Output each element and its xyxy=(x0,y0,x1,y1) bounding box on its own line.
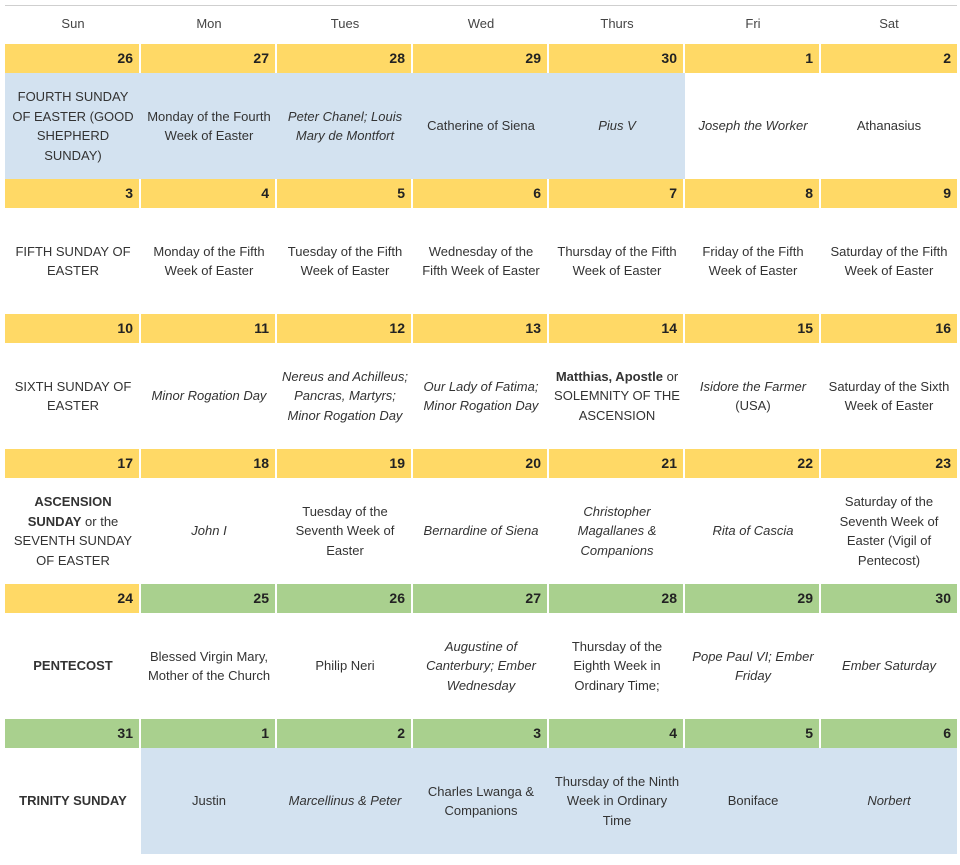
calendar-week-4 xyxy=(5,449,957,584)
feast-name: Rita of Cascia xyxy=(712,523,794,539)
day-number: 9 xyxy=(821,179,957,208)
day-cell[interactable] xyxy=(5,208,141,314)
day-number: 15 xyxy=(685,314,819,343)
feast-name: Saturday of the Seventh Week of Easter (Vigil of Pentecost) xyxy=(839,494,939,568)
feast-name: Philip Neri xyxy=(315,658,375,674)
feast-text xyxy=(424,521,539,541)
day-cell[interactable] xyxy=(685,208,821,314)
feast-name: or SOLEMNITY OF THE ASCENSION xyxy=(554,368,680,423)
day-number: 1 xyxy=(141,719,275,748)
day-cell[interactable] xyxy=(549,478,685,584)
day-cell[interactable] xyxy=(277,73,413,179)
feast-row xyxy=(5,478,957,584)
day-number: 28 xyxy=(277,44,411,73)
feast-name: Bernardine of Siena xyxy=(423,523,539,539)
feast-name: Athanasius xyxy=(856,118,922,134)
feast-text xyxy=(192,791,226,811)
feast-row xyxy=(5,613,957,719)
weekday-header-wed: Wed xyxy=(467,16,495,31)
feast-name: Justin xyxy=(192,793,226,809)
feast-row xyxy=(5,748,957,854)
day-number: 22 xyxy=(685,449,819,478)
feast-text xyxy=(9,492,137,570)
feast-name: ASCENSION SUNDAY xyxy=(27,494,112,529)
weekday-header-fri: Fri xyxy=(745,16,761,31)
date-number-row xyxy=(5,584,957,613)
feast-text xyxy=(553,502,681,561)
feast-text xyxy=(842,656,936,676)
day-number: 29 xyxy=(413,44,547,73)
feast-text xyxy=(689,377,817,416)
feast-name: Saturday of the Fifth Week of Easter xyxy=(830,243,948,278)
day-cell[interactable] xyxy=(277,478,413,584)
feast-text xyxy=(689,242,817,281)
day-cell[interactable] xyxy=(5,73,141,179)
feast-name: SIXTH SUNDAY OF EASTER xyxy=(14,378,132,413)
day-number: 24 xyxy=(5,584,139,613)
day-number: 2 xyxy=(821,44,957,73)
feast-name: Tuesday of the Fifth Week of Easter xyxy=(287,243,403,278)
day-cell[interactable] xyxy=(413,478,549,584)
day-cell[interactable] xyxy=(277,748,413,854)
weekday-header-row xyxy=(5,6,957,44)
day-cell[interactable] xyxy=(5,343,141,449)
feast-name: PENTECOST xyxy=(33,658,113,674)
feast-name: Thursday of the Fifth Week of Easter xyxy=(557,243,677,278)
day-number: 2 xyxy=(277,719,411,748)
feast-text xyxy=(281,367,409,426)
day-number: 8 xyxy=(685,179,819,208)
feast-name: Monday of the Fourth Week of Easter xyxy=(147,108,271,143)
feast-text xyxy=(825,492,953,570)
feast-name: Ember Saturday xyxy=(842,658,936,674)
day-number: 3 xyxy=(5,179,139,208)
day-cell[interactable] xyxy=(549,73,685,179)
day-cell[interactable] xyxy=(685,613,821,719)
feast-name: Our Lady of Fatima; Minor Rogation Day xyxy=(423,378,539,413)
day-cell[interactable] xyxy=(549,343,685,449)
day-cell[interactable] xyxy=(821,343,957,449)
feast-name: Matthias, Apostle xyxy=(555,368,663,384)
feast-name: FIFTH SUNDAY OF EASTER xyxy=(15,243,131,278)
day-cell[interactable] xyxy=(685,73,821,179)
feast-name: TRINITY SUNDAY xyxy=(19,793,127,809)
day-cell[interactable] xyxy=(141,208,277,314)
feast-name: Wednesday of the Fifth Week of Easter xyxy=(422,243,540,278)
weekday-header-sun: Sun xyxy=(61,16,85,31)
feast-text xyxy=(33,656,112,676)
day-cell[interactable] xyxy=(141,613,277,719)
day-number: 3 xyxy=(413,719,547,748)
feast-name: Tuesday of the Seventh Week of Easter xyxy=(295,503,395,558)
feast-text xyxy=(698,116,807,136)
feast-name: Boniface xyxy=(727,793,779,809)
date-number-row xyxy=(5,179,957,208)
day-cell[interactable] xyxy=(821,73,957,179)
day-number: 26 xyxy=(277,584,411,613)
day-cell[interactable] xyxy=(413,208,549,314)
day-cell[interactable] xyxy=(413,613,549,719)
calendar-week-6 xyxy=(5,719,957,854)
feast-text xyxy=(553,242,681,281)
day-cell[interactable] xyxy=(821,613,957,719)
day-number: 6 xyxy=(413,179,547,208)
feast-name: Joseph the Worker xyxy=(698,118,808,134)
feast-text xyxy=(553,367,681,426)
feast-text xyxy=(19,791,127,811)
weekday-header-tues: Tues xyxy=(330,16,360,31)
feast-name: Thursday of the Ninth Week in Ordinary Time xyxy=(554,773,680,828)
feast-text xyxy=(9,242,137,281)
day-number: 28 xyxy=(549,584,683,613)
day-cell[interactable] xyxy=(549,613,685,719)
feast-text xyxy=(145,647,273,686)
calendar-weeks xyxy=(5,44,957,854)
feast-row xyxy=(5,208,957,314)
feast-name: Friday of the Fifth Week of Easter xyxy=(702,243,804,278)
day-cell[interactable] xyxy=(277,208,413,314)
day-number: 31 xyxy=(5,719,139,748)
feast-text xyxy=(417,377,545,416)
feast-name: Pius V xyxy=(598,118,636,134)
feast-text xyxy=(689,647,817,686)
day-number: 14 xyxy=(549,314,683,343)
day-cell[interactable] xyxy=(549,208,685,314)
day-number: 20 xyxy=(413,449,547,478)
day-number: 6 xyxy=(821,719,957,748)
day-number: 7 xyxy=(549,179,683,208)
feast-text xyxy=(145,107,273,146)
feast-text xyxy=(553,637,681,696)
day-cell[interactable] xyxy=(277,613,413,719)
feast-name: (USA) xyxy=(735,398,771,413)
day-number: 23 xyxy=(821,449,957,478)
day-number: 1 xyxy=(685,44,819,73)
feast-text xyxy=(9,87,137,165)
day-number: 29 xyxy=(685,584,819,613)
feast-name: Blessed Virgin Mary, Mother of the Church xyxy=(147,648,271,683)
feast-name: Pope Paul VI; Ember Friday xyxy=(692,648,814,683)
feast-name: John I xyxy=(191,523,227,539)
feast-name: or the SEVENTH SUNDAY OF EASTER xyxy=(13,513,133,568)
feast-name: Minor Rogation Day xyxy=(151,388,267,404)
day-cell[interactable] xyxy=(821,748,957,854)
day-cell[interactable] xyxy=(141,748,277,854)
feast-name: Monday of the Fifth Week of Easter xyxy=(153,243,265,278)
day-number: 27 xyxy=(141,44,275,73)
day-number: 13 xyxy=(413,314,547,343)
day-cell[interactable] xyxy=(685,748,821,854)
feast-name: Norbert xyxy=(867,793,911,809)
day-number: 4 xyxy=(549,719,683,748)
feast-text xyxy=(713,521,794,541)
feast-text xyxy=(427,116,535,136)
feast-name: Thursday of the Eighth Week in Ordinary Time; xyxy=(571,638,663,693)
day-number: 5 xyxy=(277,179,411,208)
day-cell[interactable] xyxy=(821,208,957,314)
feast-text xyxy=(857,116,921,136)
feast-row xyxy=(5,343,957,449)
feast-text xyxy=(281,242,409,281)
day-number: 26 xyxy=(5,44,139,73)
day-cell[interactable] xyxy=(413,73,549,179)
date-number-row xyxy=(5,44,957,73)
feast-text xyxy=(281,107,409,146)
day-number: 25 xyxy=(141,584,275,613)
date-number-row xyxy=(5,314,957,343)
feast-name: Christopher Magallanes & Companions xyxy=(577,503,657,558)
day-cell[interactable] xyxy=(5,478,141,584)
day-number: 18 xyxy=(141,449,275,478)
feast-text xyxy=(598,116,636,136)
feast-text xyxy=(867,791,910,811)
day-cell[interactable] xyxy=(413,748,549,854)
day-cell[interactable] xyxy=(141,343,277,449)
feast-text xyxy=(9,377,137,416)
feast-name: Nereus and Achilleus; Pancras, Martyrs; Minor Rogation Day xyxy=(282,368,408,423)
feast-name: Charles Lwanga & Companions xyxy=(427,783,535,818)
feast-text xyxy=(728,791,779,811)
day-number: 17 xyxy=(5,449,139,478)
calendar-week-2 xyxy=(5,179,957,314)
day-cell[interactable] xyxy=(5,748,141,854)
day-cell[interactable] xyxy=(277,343,413,449)
feast-text xyxy=(152,386,267,406)
day-number: 30 xyxy=(821,584,957,613)
weekday-header-sat: Sat xyxy=(879,16,899,31)
day-number: 16 xyxy=(821,314,957,343)
feast-text xyxy=(289,791,402,811)
day-cell[interactable] xyxy=(141,478,277,584)
day-number: 5 xyxy=(685,719,819,748)
weekday-header-mon: Mon xyxy=(196,16,222,31)
day-number: 27 xyxy=(413,584,547,613)
day-cell[interactable] xyxy=(413,343,549,449)
feast-text xyxy=(191,521,226,541)
day-cell[interactable] xyxy=(549,748,685,854)
day-number: 12 xyxy=(277,314,411,343)
feast-name: FOURTH SUNDAY OF EASTER (GOOD SHEPHERD SUNDAY) xyxy=(12,89,134,163)
calendar-week-5 xyxy=(5,584,957,719)
feast-name: Saturday of the Sixth Week of Easter xyxy=(828,378,950,413)
feast-text xyxy=(315,656,374,676)
day-cell[interactable] xyxy=(821,478,957,584)
day-cell[interactable] xyxy=(141,73,277,179)
feast-name: Marcellinus & Peter xyxy=(288,793,402,809)
day-cell[interactable] xyxy=(685,478,821,584)
day-number: 21 xyxy=(549,449,683,478)
day-number: 30 xyxy=(549,44,683,73)
liturgical-calendar xyxy=(5,5,957,854)
feast-text xyxy=(417,242,545,281)
day-cell[interactable] xyxy=(685,343,821,449)
feast-name: Catherine of Siena xyxy=(427,118,535,134)
feast-text xyxy=(825,377,953,416)
feast-text xyxy=(825,242,953,281)
feast-name: Isidore the Farmer xyxy=(699,378,807,394)
day-number: 4 xyxy=(141,179,275,208)
calendar-week-3 xyxy=(5,314,957,449)
feast-text xyxy=(145,242,273,281)
day-number: 10 xyxy=(5,314,139,343)
feast-name: Peter Chanel; Louis Mary de Montfort xyxy=(287,108,403,143)
day-cell[interactable] xyxy=(5,613,141,719)
feast-name: Augustine of Canterbury; Ember Wednesday xyxy=(426,638,536,693)
weekday-header-thurs: Thurs xyxy=(600,16,634,31)
feast-text xyxy=(417,782,545,821)
date-number-row xyxy=(5,449,957,478)
feast-text xyxy=(417,637,545,696)
date-number-row xyxy=(5,719,957,748)
day-number: 19 xyxy=(277,449,411,478)
calendar-week-1 xyxy=(5,44,957,179)
feast-text xyxy=(553,772,681,831)
day-number: 11 xyxy=(141,314,275,343)
feast-text xyxy=(281,502,409,561)
feast-row xyxy=(5,73,957,179)
